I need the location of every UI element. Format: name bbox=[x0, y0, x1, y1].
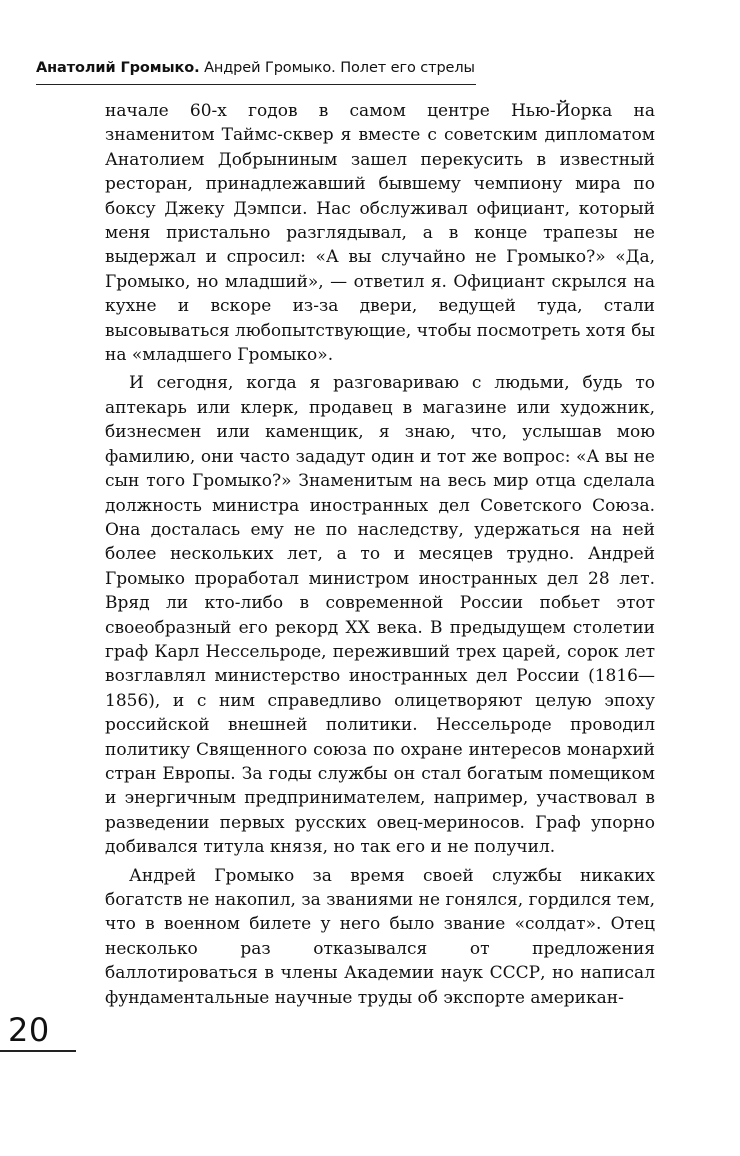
paragraph-2: И сегодня, когда я разговариваю с людьми, будь то аптекарь или клерк, продавец в магазине или художник, бизнесмен или каменщик, я знаю, что, услышав мою фамилию, они часто зададут один и тот же вопрос: «А вы не сын того Громыко?» Знаменитым на весь мир отца сделала должность министра иностранных дел Советского Союза. Она досталась ему не по наследству, удержаться на ней более нескольких лет, а то и месяцев трудно. Андрей Громыко проработал министром иностранных дел 28 лет. Вряд ли кто-либо в современной России побьет этот своеобразный его рекорд XX века. В предыдущем столетии граф Карл Нессельроде, переживший трех царей, сорок лет возглавлял министерство иностранных дел России (1816—1856), и с ним справедливо олицетворяют целую эпоху российской внешней политики. Нессельроде проводил политику Священного союза по охране интересов монархий стран Европы. За годы службы он стал богатым помещиком и энергичным предпринимателем, например, участвовал в разведении первых русских овец-мериносов. Граф упорно добивался титула князя, но так его и не получил. bbox=[105, 373, 655, 858]
header-book-title: Андрей Громыко. Полет его стрелы bbox=[204, 60, 475, 76]
paragraph-3: Андрей Громыко за время своей службы никаких богатств не накопил, за званиями не гонялся, гордился тем, что в военном билете у него было звание «солдат». Отец несколько раз отказывался от предложения баллотироваться в члены Академии наук СССР, но написал фундаментальные научные труды об экспорте американ- bbox=[105, 865, 655, 1008]
running-header bbox=[36, 58, 476, 78]
header-author: Анатолий Громыко. bbox=[36, 60, 200, 76]
page-number: 20 bbox=[8, 1011, 50, 1049]
header-divider bbox=[36, 84, 476, 85]
body-text bbox=[105, 99, 655, 1010]
paragraph-1: начале 60-х годов в самом центре Нью-Йорка на знаменитом Таймс-сквер я вместе с советским дипломатом Анатолием Добрыниным зашел перекусить в известный ресторан, принадлежавший бывшему чемпиону мира по боксу Джеку Дэмпси. Нас обслуживал официант, который меня пристально разглядывал, а в конце трапезы не выдержал и спросил: «А вы случайно не Громыко?» «Да, Громыко, но младший», — ответил я. Официант скрылся на кухне и вскоре из-за двери, ведущей туда, стали высовываться любопытствующие, чтобы посмотреть хотя бы на «младшего Громыко». bbox=[105, 101, 655, 366]
page-number-underline bbox=[0, 1050, 76, 1052]
